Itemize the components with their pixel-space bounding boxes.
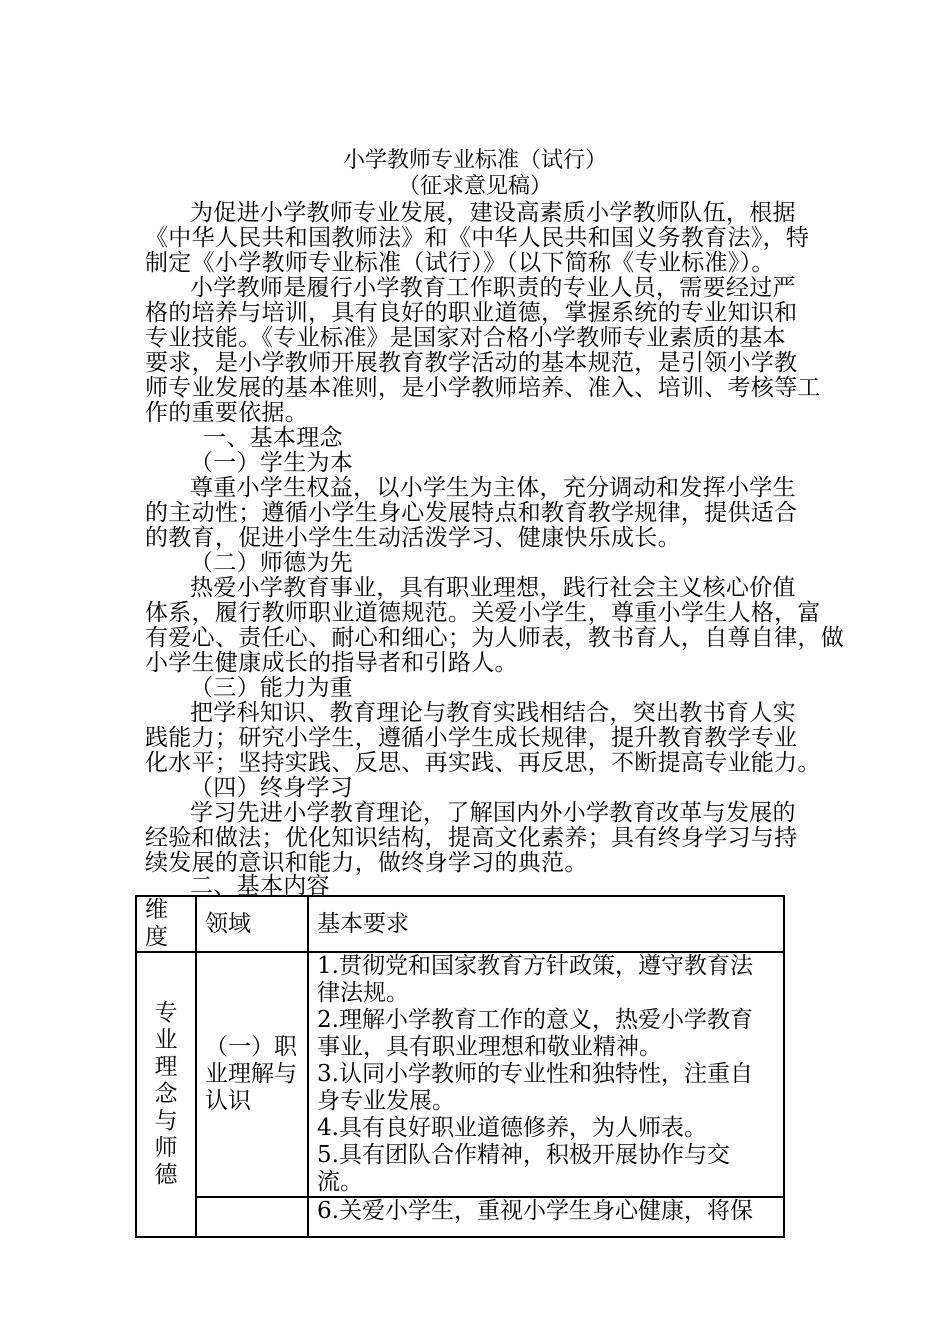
paragraph-line: 专业技能。《专业标准》是国家对合格小学教师专业素质的基本 bbox=[145, 325, 786, 351]
dimension-cell bbox=[136, 952, 196, 1237]
table-row bbox=[136, 952, 784, 1197]
paragraph-line: 把学科知识、教育理论与教育实践相结合，突出教书育人实 bbox=[190, 700, 796, 726]
table-row bbox=[136, 1197, 784, 1237]
subsection-heading: （一）学生为本 bbox=[190, 450, 354, 476]
dimension-char: 理 bbox=[154, 1054, 178, 1080]
document-title: 小学教师专业标准（试行） bbox=[342, 148, 607, 173]
header-dimension-char: 维 bbox=[145, 897, 168, 923]
paragraph-line: 续发展的意识和能力，做终身学习的典范。 bbox=[145, 850, 588, 876]
header-requirements-text: 基本要求 bbox=[317, 910, 409, 937]
paragraph-line: 学习先进小学教育理论，了解国内外小学教育改革与发展的 bbox=[190, 800, 796, 826]
header-dimension bbox=[136, 896, 196, 952]
paragraph-line: 要求，是小学教师开展教育教学活动的基本规范，是引领小学教 bbox=[145, 350, 798, 376]
paragraph-line: 格的培养与培训，具有良好的职业道德，掌握系统的专业知识和 bbox=[145, 300, 798, 326]
paragraph-line: 化水平；坚持实践、反思、再实践、再反思，不断提高专业能力。 bbox=[145, 750, 821, 776]
paragraph-line: 有爱心、责任心、耐心和细心；为人师表，教书育人，自尊自律，做 bbox=[145, 625, 844, 651]
header-field bbox=[196, 896, 308, 952]
field-cell bbox=[196, 952, 308, 1197]
subsection-heading: （二）师德为先 bbox=[190, 550, 354, 576]
paragraph-line: 小学教师是履行小学教育工作职责的专业人员，需要经过严 bbox=[190, 275, 796, 301]
dimension-char: 专 bbox=[154, 1000, 178, 1026]
requirement-item: 6.关爱小学生，重视小学生身心健康，将保 bbox=[317, 1198, 753, 1224]
header-dimension-text bbox=[137, 897, 195, 951]
requirement-item: 4.具有良好职业道德修养，为人师表。 bbox=[317, 1115, 707, 1141]
field-cell-empty bbox=[196, 1197, 308, 1237]
requirement-item: 3.认同小学教师的专业性和独特性，注重自身专业发展。 bbox=[317, 1061, 753, 1114]
dimension-text bbox=[137, 1000, 195, 1189]
requirement-item: 2.理解小学教育工作的意义，热爱小学教育事业，具有职业理想和敬业精神。 bbox=[317, 1007, 753, 1060]
requirement-item: 5.具有团队合作精神，积极开展协作与交流。 bbox=[317, 1142, 730, 1195]
paragraph-line: 经验和做法；优化知识结构，提高文化素养；具有终身学习与持 bbox=[145, 825, 798, 851]
header-requirements bbox=[308, 896, 784, 952]
section-heading: 一、基本理念 bbox=[203, 425, 343, 451]
subsection-heading: （四）终身学习 bbox=[190, 775, 354, 801]
standards-table bbox=[135, 895, 785, 1238]
paragraph-line: 热爱小学教育事业，具有职业理想，践行社会主义核心价值 bbox=[190, 575, 796, 601]
table-header-row bbox=[136, 896, 784, 952]
requirements-cell bbox=[308, 952, 784, 1197]
intro-line: 为促进小学教师专业发展，建设高素质小学教师队伍，根据 bbox=[190, 200, 796, 226]
dimension-char: 念 bbox=[154, 1081, 178, 1107]
paragraph-line: 的主动性；遵循小学生身心发展特点和教育教学规律，提供适合 bbox=[145, 500, 798, 526]
paragraph-line: 体系，履行教师职业道德规范。关爱小学生，尊重小学生人格，富 bbox=[145, 600, 821, 626]
paragraph-line: 作的重要依据。 bbox=[145, 400, 309, 426]
dimension-char: 业 bbox=[154, 1027, 178, 1053]
paragraph-line: 的教育，促进小学生生动活泼学习、健康快乐成长。 bbox=[145, 525, 681, 551]
requirement-item: 1.贯彻党和国家教育方针政策，遵守教育法律法规。 bbox=[317, 953, 753, 1006]
paragraph-line: 小学生健康成长的指导者和引路人。 bbox=[145, 650, 518, 676]
paragraph-line: 师专业发展的基本准则，是小学教师培养、准入、培训、考核等工 bbox=[145, 375, 821, 401]
dimension-char: 德 bbox=[154, 1162, 178, 1188]
paragraph-line: 尊重小学生权益，以小学生为主体，充分调动和发挥小学生 bbox=[190, 475, 796, 501]
paragraph-line: 践能力；研究小学生，遵循小学生成长规律，提升教育教学专业 bbox=[145, 725, 798, 751]
section-heading: 二、基本内容 bbox=[190, 873, 330, 899]
requirements-cell bbox=[308, 1197, 784, 1237]
dimension-char: 师 bbox=[154, 1135, 178, 1161]
intro-line: 制定《小学教师专业标准（试行）》（以下简称《专业标准》）。 bbox=[145, 250, 775, 276]
intro-line: 《中华人民共和国教师法》和《中华人民共和国义务教育法》，特 bbox=[145, 225, 810, 251]
document-subtitle: （征求意见稿） bbox=[397, 174, 552, 199]
subsection-heading: （三）能力为重 bbox=[190, 675, 354, 701]
header-dimension-char: 度 bbox=[145, 924, 168, 950]
dimension-char: 与 bbox=[154, 1108, 178, 1134]
header-field-text: 领域 bbox=[205, 910, 251, 937]
field-text: （一）职业理解与认识 bbox=[205, 1034, 297, 1114]
